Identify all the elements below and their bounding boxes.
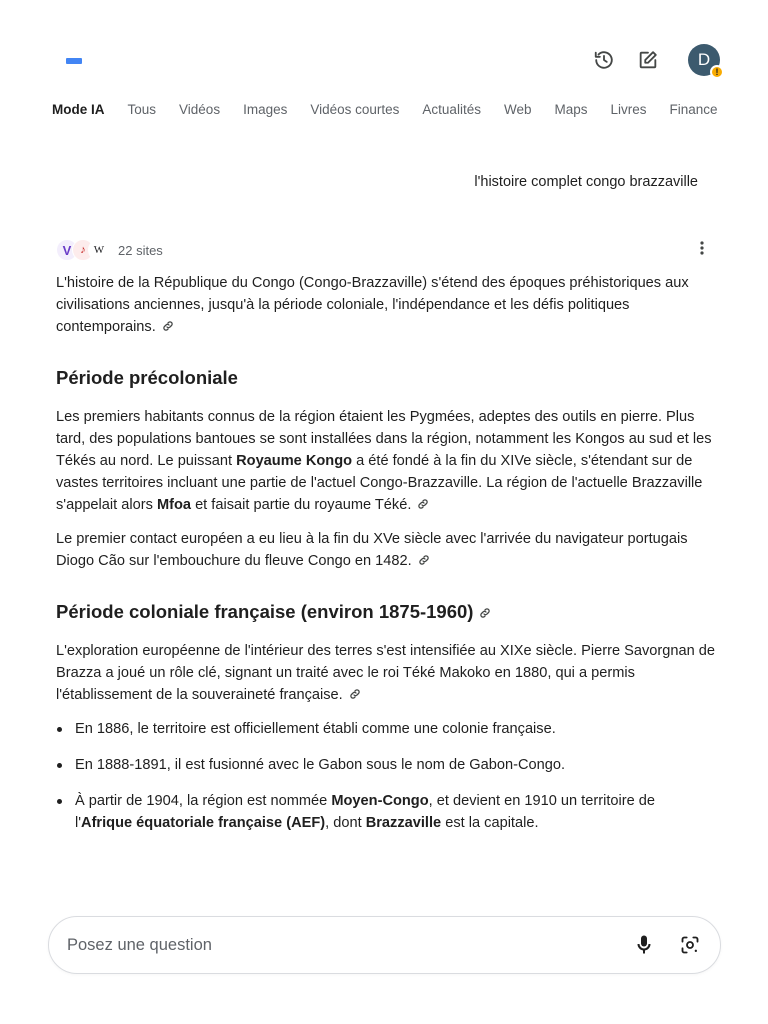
history-icon[interactable] [592, 48, 616, 72]
link-icon[interactable] [417, 495, 431, 507]
tab-actualites[interactable]: Actualités [422, 102, 481, 117]
section-heading-coloniale [56, 600, 716, 624]
tab-web[interactable]: Web [503, 102, 532, 117]
avatar-letter: D [697, 50, 711, 69]
bold-text: Moyen-Congo [331, 793, 429, 809]
answer-intro [56, 272, 716, 338]
link-icon[interactable] [479, 601, 493, 613]
text: Le premier contact européen a eu lieu à la fin du XVe siècle avec l'arrivée du navigateur portugais Diogo Cão sur l'embouchure du fleuve Congo en 1482. [56, 531, 688, 569]
question-input[interactable] [67, 936, 610, 955]
text: L'exploration européenne de l'intérieur des terres s'est intensifiée au XIXe siècle. Pierre Savorgnan de Brazza a joué un rôle clé, signant un traité avec le roi Téké Makoko en 1880, qui a permis l'établissement de la souveraineté française. [56, 643, 715, 703]
heading-text: Période coloniale française (environ 1875-1960) [56, 601, 474, 622]
bold-text: Royaume Kongo [236, 453, 353, 469]
sources-button[interactable] [56, 238, 163, 262]
account-avatar[interactable] [688, 44, 720, 76]
top-bar [0, 0, 768, 96]
paragraph [56, 640, 716, 706]
search-tabs [52, 102, 741, 124]
more-options-icon[interactable] [690, 238, 714, 258]
tab-mode-ia[interactable]: Mode IA [52, 102, 105, 117]
link-icon[interactable] [162, 317, 176, 329]
text: Les premiers habitants connus de la région étaient les Pygmées, adeptes des outils en pierre. Plus tard, des populations bantoues se sont installées dans la région, notamment les Kongos au sud et les Tékés au nord. Le puissant [56, 409, 712, 469]
text: , dont [325, 815, 366, 831]
intro-text: L'histoire de la République du Congo (Congo-Brazzaville) s'étend des époques préhistoriques aux civilisations anciennes, jusqu'à la période coloniale, l'indépendance et les défis politiques contemporains. [56, 275, 689, 335]
paragraph [56, 406, 716, 516]
source-favicon-icon: V [56, 239, 78, 261]
tab-tous[interactable]: Tous [127, 102, 157, 117]
bullet-list [56, 718, 716, 834]
text: est la capitale. [441, 815, 539, 831]
tab-videos-courtes[interactable]: Vidéos courtes [310, 102, 400, 117]
bold-text: Brazzaville [365, 815, 442, 831]
top-actions [592, 44, 720, 76]
section-heading-precoloniale: Période précoloniale [56, 367, 238, 388]
list-item: En 1886, le territoire est officiellement établi comme une colonie française. [56, 718, 716, 740]
edit-icon[interactable] [636, 48, 660, 72]
sources-count: 22 sites [118, 242, 163, 258]
tab-finance[interactable]: Finance [669, 102, 718, 117]
microphone-icon[interactable] [632, 933, 656, 957]
text: À partir de 1904, la région est nommée [75, 793, 332, 809]
list-item [56, 790, 716, 834]
user-query: l'histoire complet congo brazzaville [474, 174, 698, 190]
ai-answer [56, 272, 716, 848]
bold-text: Afrique équatoriale française (AEF) [81, 815, 326, 831]
ask-bar [48, 916, 721, 974]
paragraph [56, 528, 716, 572]
tab-videos[interactable]: Vidéos [179, 102, 221, 117]
source-favicon-icon: ♪ [72, 239, 94, 261]
text: , et devient en 1910 un territoire de l' [75, 793, 655, 831]
tab-maps[interactable]: Maps [554, 102, 588, 117]
warning-badge-icon: ! [710, 65, 724, 79]
logo[interactable] [66, 58, 82, 64]
tab-livres[interactable]: Livres [610, 102, 647, 117]
wikipedia-icon: W [88, 239, 110, 261]
lens-icon[interactable] [678, 933, 702, 957]
link-icon[interactable] [349, 685, 363, 697]
link-icon[interactable] [418, 551, 432, 563]
bold-text: Mfoa [156, 497, 192, 513]
text: et faisait partie du royaume Téké. [191, 497, 412, 513]
text: a été fondé à la fin du XIVe siècle, s'étendant sur de vastes territoires incluant une partie de l'actuel Congo-Brazzaville. La région de l'actuelle Brazzaville s'appelait alors [56, 453, 703, 513]
list-item: En 1888-1891, il est fusionné avec le Gabon sous le nom de Gabon-Congo. [56, 754, 716, 776]
tab-images[interactable]: Images [243, 102, 288, 117]
